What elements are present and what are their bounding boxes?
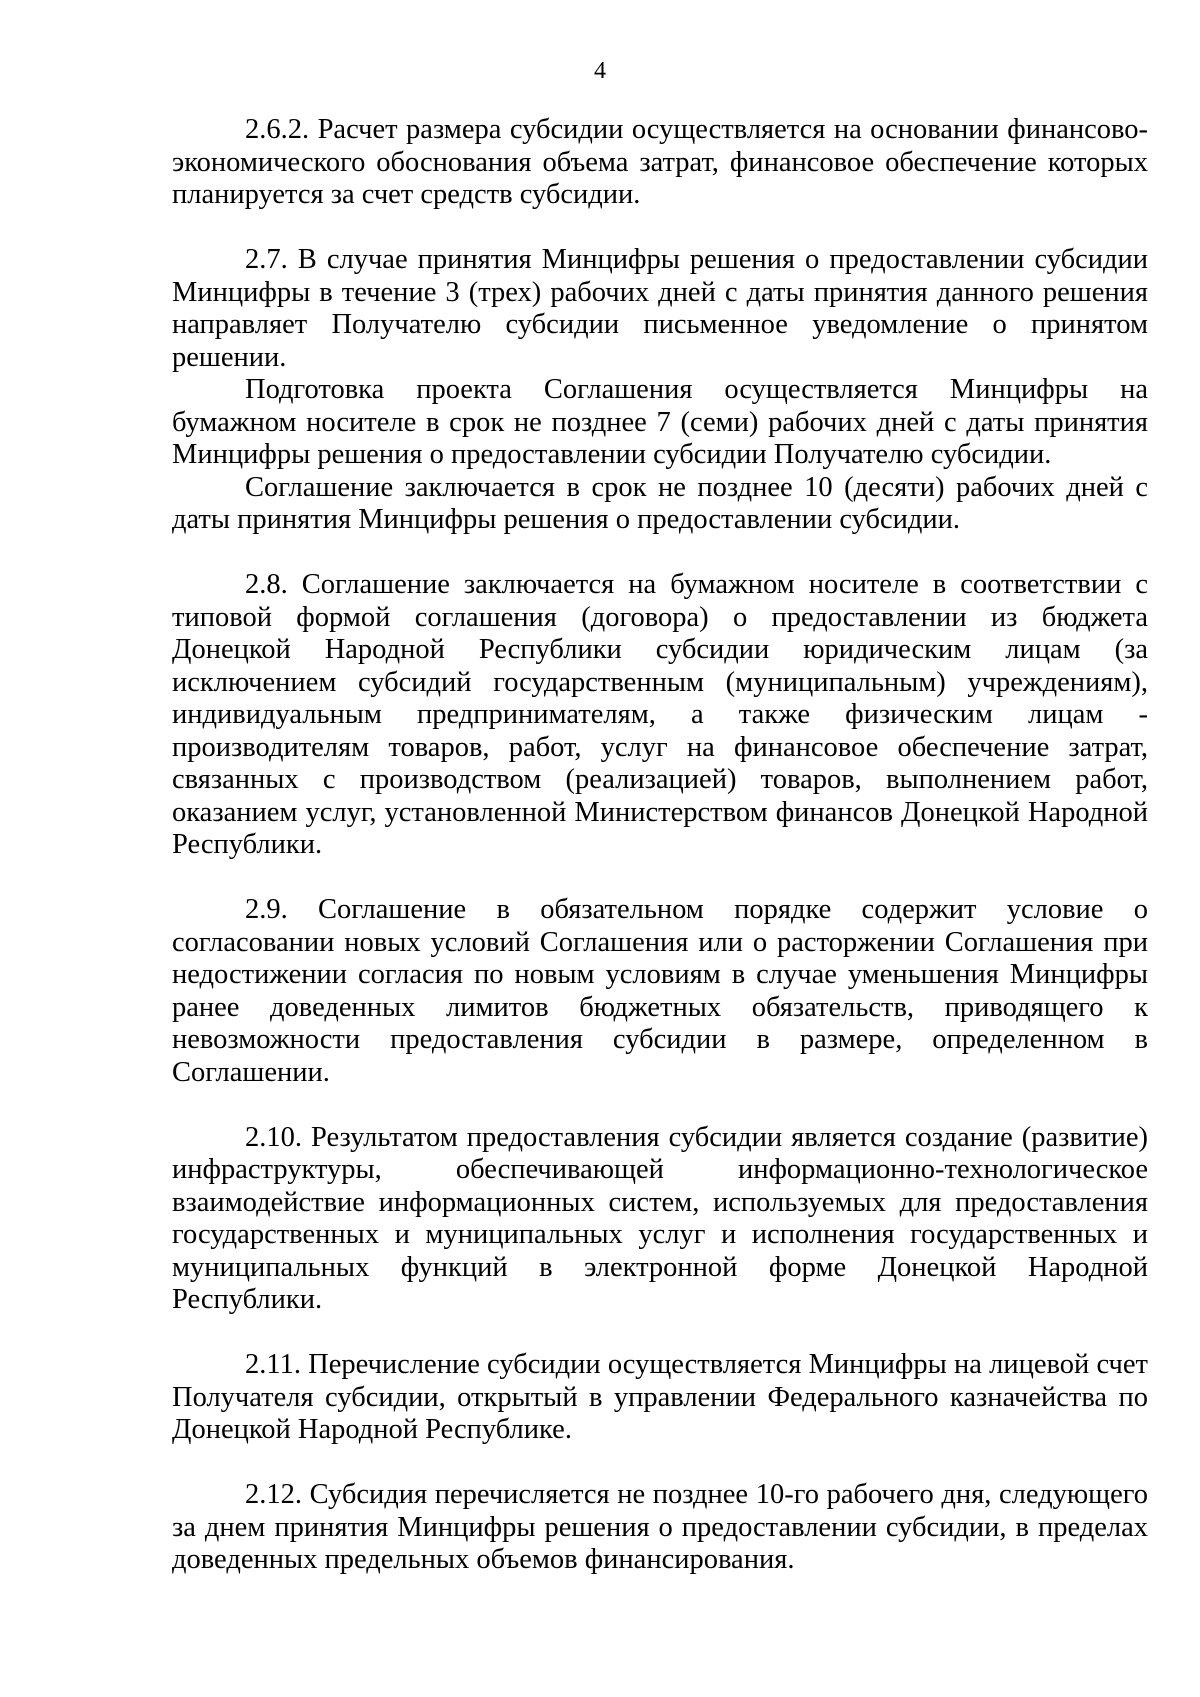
paragraph-spacer [172, 1317, 1148, 1350]
page-number: 4 [594, 58, 606, 84]
paragraph-spacer [172, 537, 1148, 570]
paragraph-spacer [172, 1447, 1148, 1480]
paragraph-2-12: 2.12. Субсидия перечисляется не позднее 10-го рабочего дня, следующего за днем принятия Минцифры решения о предоставлении субсидии, в пределах доведенных предельных объемов финансирования. [172, 1479, 1148, 1575]
paragraph-spacer [172, 212, 1148, 245]
paragraph-2-11: 2.11. Перечисление субсидии осуществляется Минцифры на лицевой счет Получателя субсидии, открытый в управлении Федерального казначейства по Донецкой Народной Республике. [172, 1349, 1148, 1445]
paragraph-spacer [172, 1089, 1148, 1122]
paragraph-2-8: 2.8. Соглашение заключается на бумажном носителе в соответствии с типовой формой соглашения (договора) о предоставлении из бюджета Донецкой Народной Республики субсидии юридическим лицам (за исключением субсидий государственным (муниципальным) учреждениям), индивидуальным предпринимателям, а также физическим лицам - производителям товаров, работ, услуг на финансовое обеспечение затрат, связанных с производством (реализацией) товаров, выполнением работ, оказанием услуг, установленной Министерством финансов Донецкой Народной Республики. [172, 569, 1148, 860]
paragraph-2-7: 2.7. В случае принятия Минцифры решения о предоставлении субсидии Минцифры в течение 3 (трех) рабочих дней с даты принятия данного решения направляет Получателю субсидии письменное уведомление о принятом решении. [172, 244, 1148, 373]
paragraph-2-10: 2.10. Результатом предоставления субсидии является создание (развитие) инфраструктуры, обеспечивающей информационно-технологическое взаимодействие информационных систем, используемых для предоставления государственных и муниципальных услуг и исполнения государственных и муниципальных функций в электронной форме Донецкой Народной Республики. [172, 1121, 1148, 1315]
paragraph-2-7-draft: Подготовка проекта Соглашения осуществляется Минцифры на бумажном носителе в срок не позднее 7 (семи) рабочих дней с даты принятия Минцифры решения о предоставлении субсидии Получателю субсидии. [172, 374, 1148, 470]
paragraph-2-7-conclusion: Соглашение заключается в срок не позднее 10 (десяти) рабочих дней с даты принятия Минцифры решения о предоставлении субсидии. [172, 471, 1148, 535]
paragraph-2-6-2: 2.6.2. Расчет размера субсидии осуществляется на основании финансово-экономического обоснования объема затрат, финансовое обеспечение которых планируется за счет средств субсидии. [172, 114, 1148, 210]
paragraph-2-9: 2.9. Соглашение в обязательном порядке содержит условие о согласовании новых условий Соглашения или о расторжении Соглашения при недостижении согласия по новым условиям в случае уменьшения Минцифры ранее доведенных лимитов бюджетных обязательств, приводящего к невозможности предоставления субсидии в размере, определенном в Соглашении. [172, 894, 1148, 1088]
paragraph-spacer [172, 862, 1148, 895]
document-body [172, 114, 1148, 1577]
